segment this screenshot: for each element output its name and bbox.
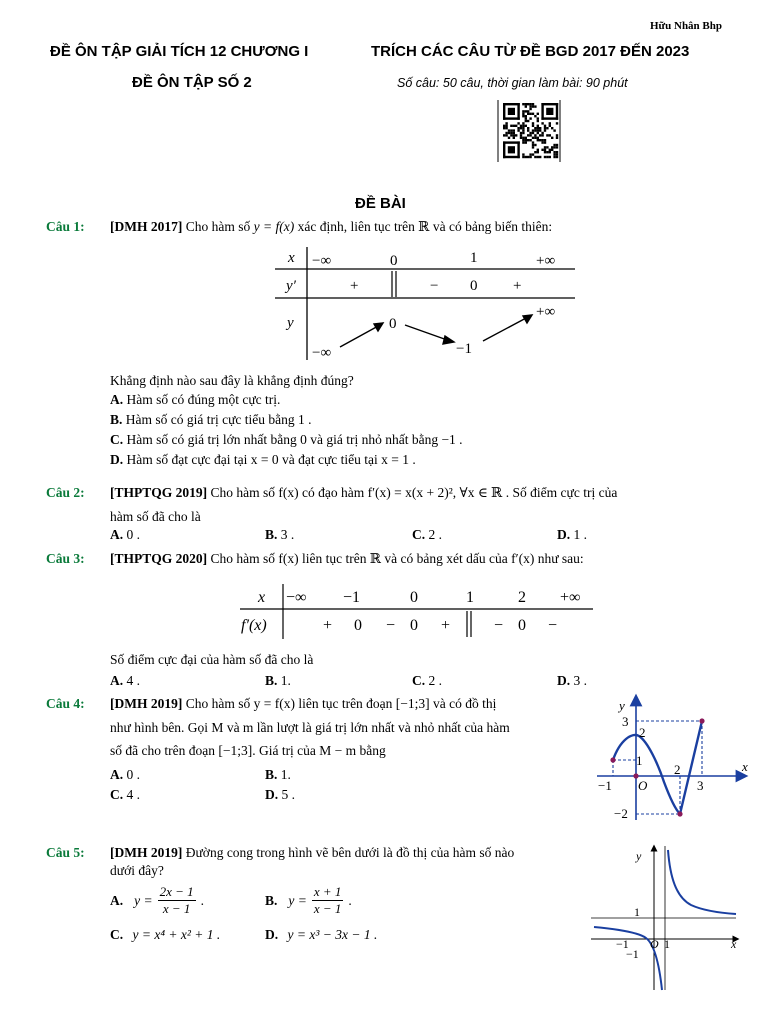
q2-label: Câu 2: xyxy=(46,485,85,500)
q5-function-graph xyxy=(586,842,746,992)
q5-option-a[interactable] xyxy=(110,884,204,917)
q4-option-d-key: D. xyxy=(265,787,279,802)
q4-option-a[interactable] xyxy=(110,767,140,783)
q4-line3: số đã cho trên đoạn [−1;3]. Giá trị của M − m bằng xyxy=(110,743,386,758)
q3-option-c-text: 2 . xyxy=(428,673,442,688)
q5-label-y: y xyxy=(636,849,642,863)
q3-option-c[interactable] xyxy=(412,673,442,689)
q5-option-a-num: 2x − 1 xyxy=(159,884,194,899)
q4-curve xyxy=(613,721,702,814)
q1-table-y-pinf: +∞ xyxy=(536,304,556,320)
q4-option-b-text: 1. xyxy=(280,767,291,782)
q1-option-d-key: D. xyxy=(110,452,124,467)
q3-option-c-key: C. xyxy=(412,673,426,688)
q3-option-d-key: D. xyxy=(557,673,571,688)
q2-line2: hàm số đã cho là xyxy=(110,509,201,524)
q3-option-a-text: 4 . xyxy=(126,673,140,688)
q5-label-1x: 1 xyxy=(664,937,670,951)
q5-option-b-num: x + 1 xyxy=(313,884,342,899)
q4-stem xyxy=(110,696,496,712)
q5-line1: Đường cong trong hình vẽ bên dưới là đồ thị của hàm số nào xyxy=(185,845,515,860)
q1-option-b-key: B. xyxy=(110,412,123,427)
q5-label-m1x: −1 xyxy=(616,937,629,951)
q4-label-o: O xyxy=(638,778,648,793)
q1-header xyxy=(46,219,85,235)
q1-stem xyxy=(110,219,552,235)
q4-source: [DMH 2019] xyxy=(110,696,183,711)
q2-option-d-text: 1 . xyxy=(573,527,587,542)
q3-table-s7: 0 xyxy=(518,617,526,634)
q5-option-b-tail: . xyxy=(348,892,352,908)
q3-source: [THPTQG 2020] xyxy=(110,551,208,566)
q5-option-d-key: D. xyxy=(265,927,279,942)
q3-stem xyxy=(110,551,584,567)
q3-table-x-minf: −∞ xyxy=(286,589,307,606)
q1-table-x-pinf: +∞ xyxy=(536,253,556,269)
q1-option-c-text: Hàm số có giá trị lớn nhất bằng 0 và giá trị nhỏ nhất bằng −1 . xyxy=(126,432,463,447)
q4-label-3: 3 xyxy=(622,714,629,729)
q1-table-dy-s3: 0 xyxy=(470,278,478,294)
q2-option-a-text: 0 . xyxy=(126,527,140,542)
q1-text-b: xác định, liên tục trên ℝ và có bảng biến thiên: xyxy=(297,219,553,234)
q2-stem xyxy=(110,485,617,501)
q5-label-1: 1 xyxy=(634,905,640,919)
q2-line1: Cho hàm số f(x) có đạo hàm f′(x) = x(x + 2)², ∀x ∈ ℝ . Số điểm cực trị của xyxy=(210,485,618,500)
q5-option-a-tail: . xyxy=(200,892,205,908)
q1-table-y-0: 0 xyxy=(389,316,397,332)
q1-table-x-minf: −∞ xyxy=(312,253,332,269)
q1-expr: y = f(x) xyxy=(253,219,295,234)
q5-option-a-key: A. xyxy=(110,892,124,908)
q3-table-x-1: 1 xyxy=(466,589,474,606)
q5-option-b-lhs: y = xyxy=(288,892,307,908)
q2-option-a-key: A. xyxy=(110,527,124,542)
q5-label: Câu 5: xyxy=(46,845,85,860)
q3-table-s8: − xyxy=(548,617,558,634)
q4-line1: Cho hàm số y = f(x) liên tục trên đoạn [−1;3] và có đồ thị xyxy=(185,696,497,711)
q3-table-x-pinf: +∞ xyxy=(560,589,581,606)
q5-option-d[interactable] xyxy=(265,927,377,943)
q5-label-m1y: −1 xyxy=(626,947,639,961)
q4-label-y: y xyxy=(619,698,625,713)
q1-source: [DMH 2017] xyxy=(110,219,183,234)
q3-option-b-text: 1. xyxy=(280,673,291,688)
q5-option-b-fraction xyxy=(312,884,344,917)
q5-branch-right xyxy=(668,850,736,914)
header-subtitle-right: Số câu: 50 câu, thời gian làm bài: 90 phút xyxy=(397,76,628,90)
q5-option-c[interactable] xyxy=(110,927,220,943)
q4-option-a-text: 0 . xyxy=(126,767,140,782)
q5-option-c-key: C. xyxy=(110,927,124,942)
q3-table-s4: 0 xyxy=(410,617,418,634)
q4-option-c-key: C. xyxy=(110,787,124,802)
q4-option-d[interactable] xyxy=(265,787,295,803)
q3-table-s1: + xyxy=(323,617,333,634)
header-subtitle-left: ĐỀ ÔN TẬP SỐ 2 xyxy=(132,74,252,91)
q4-label-1: 1 xyxy=(636,753,643,768)
q1-prompt: Khẳng định nào sau đây là khẳng định đúng? xyxy=(110,373,354,388)
q2-option-b[interactable] xyxy=(265,527,294,543)
q4-option-b[interactable] xyxy=(265,767,291,783)
q2-option-b-text: 3 . xyxy=(280,527,295,542)
q3-table-s2: 0 xyxy=(354,617,362,634)
q5-option-b-den: x − 1 xyxy=(313,901,342,916)
q2-option-c-text: 2 . xyxy=(428,527,442,542)
q5-line2: dưới đây? xyxy=(110,863,164,878)
q4-option-c-text: 4 . xyxy=(126,787,140,802)
q1-table-dy-s2: − xyxy=(430,278,439,294)
q3-table-x-2: 2 xyxy=(518,589,526,606)
q2-option-b-key: B. xyxy=(265,527,278,542)
q3-prompt: Số điểm cực đại của hàm số đã cho là xyxy=(110,652,314,667)
header-title-right: TRÍCH CÁC CÂU TỪ ĐỀ BGD 2017 ĐẾN 2023 xyxy=(371,43,690,60)
q3-option-d-text: 3 . xyxy=(573,673,587,688)
q5-option-d-text: y = x³ − 3x − 1 . xyxy=(287,927,378,942)
q5-label-x: x xyxy=(731,937,737,951)
q1-table-x-0: 0 xyxy=(390,253,398,269)
q3-table-x-0: 0 xyxy=(410,589,418,606)
q4-option-a-key: A. xyxy=(110,767,124,782)
q1-option-b-text: Hàm số có giá trị cực tiểu bằng 1 . xyxy=(125,412,312,427)
q4-option-d-text: 5 . xyxy=(281,787,295,802)
q4-label-x3: 3 xyxy=(697,778,704,793)
q1-option-c[interactable] xyxy=(110,432,463,448)
q4-label-2: 2 xyxy=(639,725,646,740)
q3-table-x: x xyxy=(258,589,266,606)
q1-label: Câu 1: xyxy=(46,219,85,234)
q2-option-c[interactable] xyxy=(412,527,442,543)
q1-option-d-text: Hàm số đạt cực đại tại x = 0 và đạt cực tiểu tại x = 1 . xyxy=(126,452,416,467)
q4-label-m2: −2 xyxy=(614,806,628,821)
q5-option-c-text: y = x⁴ + x² + 1 . xyxy=(132,927,221,942)
q5-option-a-lhs: y = xyxy=(134,892,153,908)
q1-option-d[interactable] xyxy=(110,452,416,468)
q2-option-d-key: D. xyxy=(557,527,571,542)
q1-table-dy-s1: + xyxy=(350,278,359,294)
q3-table-fp: f′(x) xyxy=(241,617,267,634)
q3-option-a-key: A. xyxy=(110,673,124,688)
q3-table-s3: − xyxy=(386,617,396,634)
q1-option-a-text: Hàm số có đúng một cực trị. xyxy=(126,392,281,407)
q1-table-y-m1: −1 xyxy=(456,341,472,357)
q3-sign-table xyxy=(238,584,598,644)
q4-label: Câu 4: xyxy=(46,696,85,711)
q1-table-dy: y′ xyxy=(286,278,296,294)
q1-option-c-key: C. xyxy=(110,432,124,447)
q3-label: Câu 3: xyxy=(46,551,85,566)
q2-option-a[interactable] xyxy=(110,527,140,543)
q2-option-c-key: C. xyxy=(412,527,426,542)
q5-source: [DMH 2019] xyxy=(110,845,183,860)
q3-option-a[interactable] xyxy=(110,673,140,689)
q4-label-m1: −1 xyxy=(598,778,612,793)
q4-option-b-key: B. xyxy=(265,767,278,782)
q5-stem xyxy=(110,845,514,861)
q1-table-y: y xyxy=(287,315,294,331)
q3-table-x-m1: −1 xyxy=(343,589,361,606)
q1-table-y-minf: −∞ xyxy=(312,345,332,361)
q3-option-b[interactable] xyxy=(265,673,291,689)
q4-function-graph xyxy=(592,692,762,827)
q4-label-x: x xyxy=(742,759,748,774)
q5-option-b-key: B. xyxy=(265,892,278,908)
q1-text-a: Cho hàm số xyxy=(185,219,251,234)
q1-table-x-1: 1 xyxy=(470,250,478,266)
q3-table-s6: − xyxy=(494,617,504,634)
q1-variation-table xyxy=(270,245,580,365)
q2-option-d[interactable] xyxy=(557,527,587,543)
q1-option-a-key: A. xyxy=(110,392,124,407)
q4-line2: như hình bên. Gọi M và m lần lượt là giá trị lớn nhất và nhỏ nhất của hàm xyxy=(110,720,510,735)
q3-option-b-key: B. xyxy=(265,673,278,688)
author-name: Hữu Nhân Bhp xyxy=(649,20,722,32)
q5-option-b[interactable] xyxy=(265,884,352,917)
q5-option-a-den: x − 1 xyxy=(162,901,191,916)
q4-label-x2: 2 xyxy=(674,762,681,777)
q5-label-o: O xyxy=(650,937,659,951)
q3-table-s5: + xyxy=(441,617,451,634)
q1-option-b[interactable] xyxy=(110,412,312,428)
q1-table-x: x xyxy=(288,250,295,266)
q3-text: Cho hàm số f(x) liên tục trên ℝ và có bảng xét dấu của f′(x) như sau: xyxy=(210,551,584,566)
q1-option-a[interactable] xyxy=(110,392,280,408)
q1-table-dy-s4: + xyxy=(513,278,522,294)
q2-source: [THPTQG 2019] xyxy=(110,485,208,500)
header-title-left: ĐỀ ÔN TẬP GIẢI TÍCH 12 CHƯƠNG I xyxy=(50,43,309,60)
section-title: ĐỀ BÀI xyxy=(355,195,406,212)
q3-option-d[interactable] xyxy=(557,673,587,689)
q4-option-c[interactable] xyxy=(110,787,140,803)
q5-option-a-fraction xyxy=(158,884,196,917)
qr-code-image xyxy=(497,100,561,162)
